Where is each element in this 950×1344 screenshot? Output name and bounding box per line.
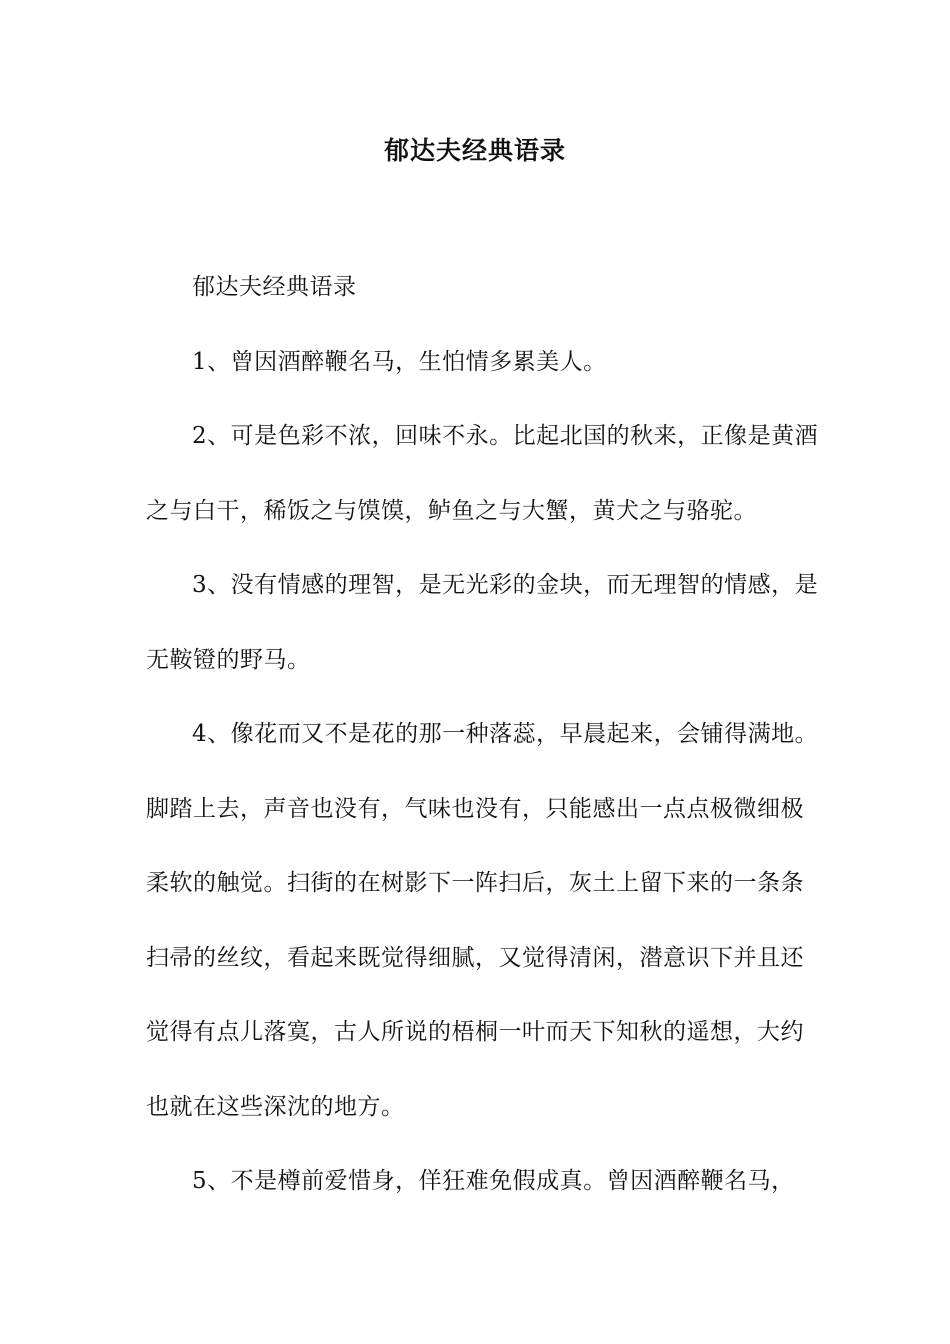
quote-3: 3、没有情感的理智，是无光彩的金块，而无理智的情感，是无鞍镫的野马。 xyxy=(146,572,819,673)
quote-5: 5、不是樽前爱惜身，佯狂难免假成真。曾因酒醉鞭名马， xyxy=(192,1168,795,1194)
quote-2: 2、可是色彩不浓，回味不永。比起北国的秋来，正像是黄酒之与白干，稀饭之与馍馍，鲈鱼之与大蟹，黄犬之与骆驼。 xyxy=(146,423,819,524)
quote-4: 4、像花而又不是花的那一种落蕊，早晨起来，会铺得满地。脚踏上去，声音也没有，气味也没有，只能感出一点点极微细极柔软的触觉。扫街的在树影下一阵扫后，灰土上留下来的一条条扫帚的丝纹，看起来既觉得细腻，又觉得清闲，潜意识下并且还觉得有点儿落寞，古人所说的梧桐一叶而天下知秋的遥想，大约也就在这些深沈的地方。 xyxy=(146,721,819,1120)
document-title: 郁达夫经典语录 xyxy=(383,136,566,165)
quote-1: 1、曾因酒醉鞭名马，生怕情多累美人。 xyxy=(192,348,607,375)
paragraph-heading: 郁达夫经典语录 xyxy=(192,274,357,300)
document-body xyxy=(146,250,826,1219)
